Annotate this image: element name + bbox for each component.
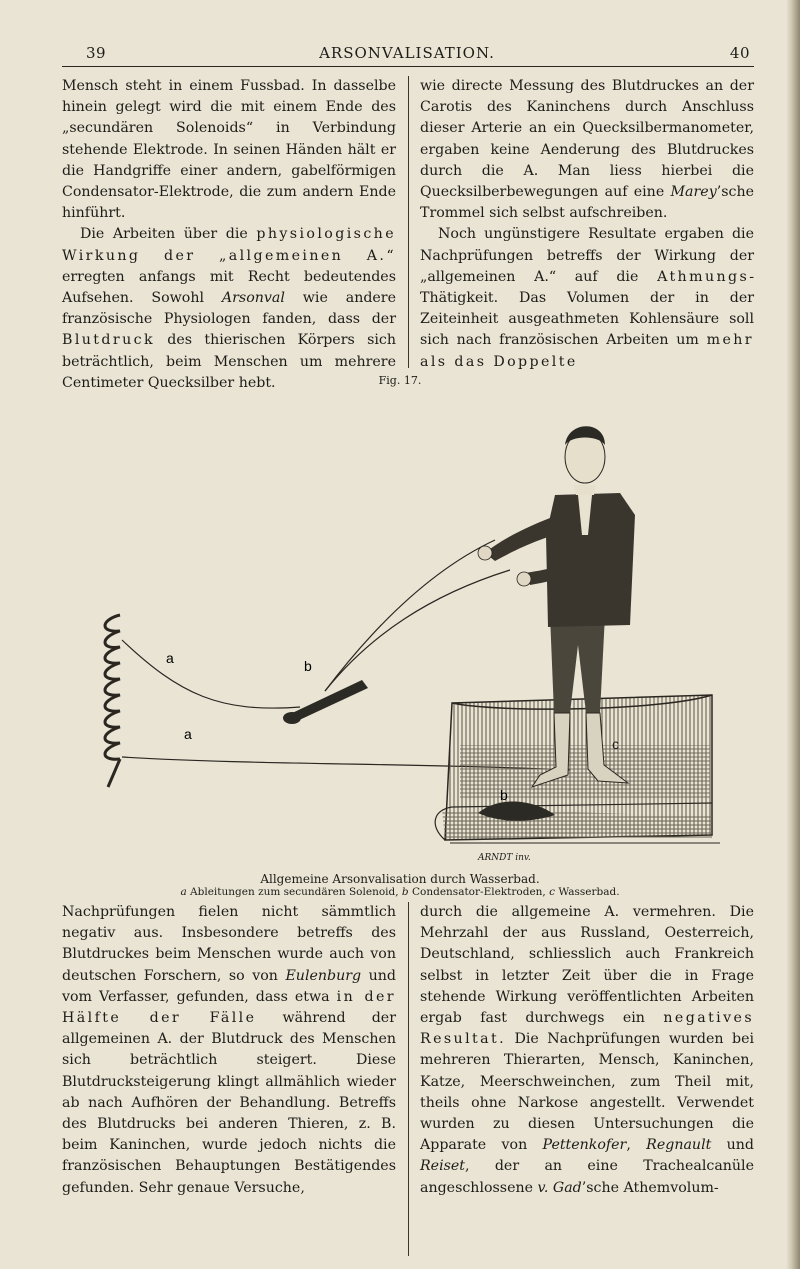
paragraph: Noch ungünstigere Resultate ergaben die Nachprüfungen betreffs der Wirkung der „allgemeinen A.“ auf die Athmungs-Thätigkeit. Das Volumen der in der Zeiteinheit ausgeathmeten Kohlensäure soll sich nach französischen Arbeiten um mehr als das Doppelte: [420, 226, 754, 370]
label-b-top: b: [304, 658, 312, 674]
running-header: [62, 44, 752, 68]
figure-caption: Allgemeine Arsonvalisation durch Wasserbad.: [260, 872, 540, 886]
column-bottom-left: [62, 902, 396, 1199]
header-rule: [62, 66, 754, 67]
page-edge-shadow: [786, 0, 800, 1269]
column-divider: [408, 902, 409, 1256]
running-title: ARSONVALISATION.: [319, 44, 495, 62]
column-divider: [408, 76, 409, 368]
label-b-bottom: b: [500, 787, 508, 803]
label-a-top: a: [166, 650, 174, 666]
figure-legend: a Ableitungen zum secundären Solenoid, b Condensator-Elektroden, c Wasserbad.: [180, 886, 620, 898]
figure-illustration: [100, 395, 740, 875]
paragraph: wie directe Messung des Blutdruckes an der Carotis des Kaninchens durch Anschluss dieser Arterie an ein Quecksilbermanometer, ergaben keine Aenderung des Blutdruckes durch die A. Man liess hierbei die Quecksilberbewegungen auf eine Marey’sche Trommel sich selbst aufschreiben.: [420, 78, 754, 222]
water-bath-tub: [435, 695, 720, 843]
engraver-signature: ARNDT inv.: [478, 853, 531, 863]
label-c: c: [612, 736, 619, 752]
paragraph: durch die allgemeine A. vermehren. Die Mehrzahl der aus Russland, Oesterreich, Deutschland, schliesslich auch Frankreich selbst in letzter Zeit über die in Frage stehende Wirkung veröffentlichten Arbeiten ergab fast durchwegs ein negatives Resultat. Die Nachprüfungen wurden bei mehreren Thierarten, Mensch, Kaninchen, Katze, Meerschweinchen, zum Theil mit, theils ohne Narkose angestellt. Verwendet wurden zu diesen Untersuchungen die Apparate von Pettenkofer, Regnault und Reiset, der an eine Trachealcanüle angeschlossene v. Gad’sche Athemvolum-: [420, 904, 754, 1196]
label-a-bottom: a: [184, 726, 192, 742]
condenser-electrode-top: [283, 680, 368, 724]
secondary-solenoid-coil: [105, 615, 120, 787]
paragraph: Mensch steht in einem Fussbad. In dasselbe hinein gelegt wird die mit einem Ende des „secundären Solenoids“ in Verbindung stehende Elektrode. In seinen Händen hält er die Handgriffe einer andern, gabelförmigen Condensator-Elektrode, die zum andern Ende hinführt.: [62, 78, 396, 222]
paragraph: Nachprüfungen fielen nicht sämmtlich negativ aus. Insbesondere betreffs des Blutdruckes beim Menschen wurde auch von deutschen Forschern, so von Eulenburg und vom Verfasser, gefunden, dass etwa in der Hälfte der Fälle während der allgemeinen A. der Blutdruck des Menschen sich beträchtlich steigert. Diese Blutdrucksteigerung klingt allmählich wieder ab nach Aufhören der Behandlung. Betreffs des Blutdrucks bei anderen Thieren, z. B. beim Kaninchen, wurde jedoch nichts die französischen Behauptungen Bestätigendes gefunden. Sehr genaue Versuche,: [62, 904, 396, 1196]
paragraph: Die Arbeiten über die physiologische Wirkung der „allgemeinen A.“ erregten anfangs mit Recht bedeutendes Aufsehen. Sowohl Arsonval wie andere französische Physiologen fanden, dass der Blutdruck des thierischen Körpers sich beträchtlich, beim Menschen um mehrere Centimeter Quecksilber hebt.: [62, 226, 396, 391]
figure-number: Fig. 17.: [378, 374, 422, 387]
column-top-right: [420, 76, 754, 373]
page-number-right: 40: [729, 44, 750, 62]
column-top-left: [62, 76, 396, 394]
column-bottom-right: [420, 902, 754, 1199]
page-number-left: 39: [86, 44, 107, 62]
